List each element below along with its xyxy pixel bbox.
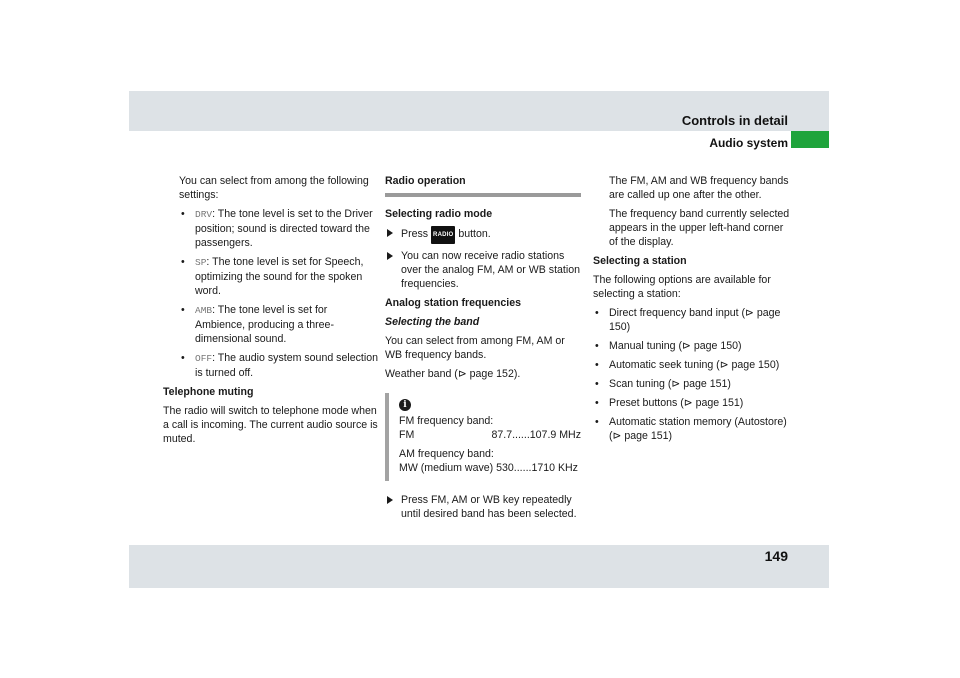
page-subtitle: Audio system (709, 136, 788, 150)
band-text: You can select from among FM, AM or WB frequency bands. (385, 335, 565, 361)
list-item: • Preset buttons (⊳ page 151) (593, 396, 790, 410)
list-item: • DRV: The tone level is set to the Driver position; sound is directed toward the passengers. (179, 207, 379, 250)
selecting-band-heading: Selecting the band (385, 316, 480, 328)
section-tab-marker (791, 131, 829, 148)
page-number: 149 (764, 548, 788, 564)
list-item: • AMB: The tone level is set for Ambience, producing a three-dimensional sound. (179, 303, 379, 346)
selecting-station-heading: Selecting a station (593, 255, 687, 267)
setting-code: OFF (195, 353, 213, 364)
setting-code: SP (195, 257, 207, 268)
weather-band-text: Weather band (⊳ page 152). (385, 368, 521, 380)
fm-label: FM frequency band: (399, 415, 494, 427)
list-item: • Automatic seek tuning (⊳ page 150) (593, 358, 790, 372)
page-title: Controls in detail (681, 113, 788, 128)
info-box (385, 393, 581, 481)
step-press-radio: Press RADIO button. (385, 226, 581, 244)
analog-frequencies-heading: Analog station frequencies (385, 297, 521, 309)
column-selecting-station (593, 174, 790, 448)
list-item: • OFF: The audio system sound selection is turned off. (179, 351, 379, 380)
step-press-band-key: Press FM, AM or WB key repeatedly until desired band has been selected. (385, 493, 581, 521)
band-display-text: The frequency band currently selected appears in the upper left-hand corner of the display. (609, 208, 790, 248)
telephone-muting-text: The radio will switch to telephone mode when a call is incoming. The current audio source is muted. (163, 405, 378, 445)
step-receive-stations: You can now receive radio stations over the analog FM, AM or WB station frequencies. (385, 249, 581, 291)
bands-called-text: The FM, AM and WB frequency bands are called up one after the other. (609, 175, 789, 201)
column-settings (163, 174, 379, 451)
column-radio-operation (385, 174, 581, 526)
list-item: • Direct frequency band input (⊳ page 150) (593, 306, 790, 334)
list-item: • SP: The tone level is set for Speech, optimizing the sound for the spoken word. (179, 255, 379, 298)
setting-code: AMB (195, 305, 213, 316)
selecting-station-intro: The following options are available for selecting a station: (593, 274, 771, 300)
selecting-radio-mode-heading: Selecting radio mode (385, 208, 493, 220)
am-label: AM frequency band: (399, 448, 494, 460)
list-item: • Scan tuning (⊳ page 151) (593, 377, 790, 391)
footer-band (129, 545, 829, 588)
settings-intro: You can select from among the following settings: (179, 175, 369, 201)
section-title: Radio operation (385, 175, 466, 187)
setting-code: DRV (195, 209, 213, 220)
telephone-muting-heading: Telephone muting (163, 386, 254, 398)
fm-frequency-row: FM 87.7......107.9 MHz (399, 429, 581, 441)
radio-button-icon: RADIO (431, 226, 455, 244)
am-frequency-row: MW (medium wave) 530......1710 KHz (399, 462, 578, 474)
list-item: • Automatic station memory (Autostore) (⊳ page 151) (593, 415, 790, 443)
section-rule (385, 193, 581, 197)
list-item: • Manual tuning (⊳ page 150) (593, 339, 790, 353)
info-icon: i (399, 399, 411, 411)
